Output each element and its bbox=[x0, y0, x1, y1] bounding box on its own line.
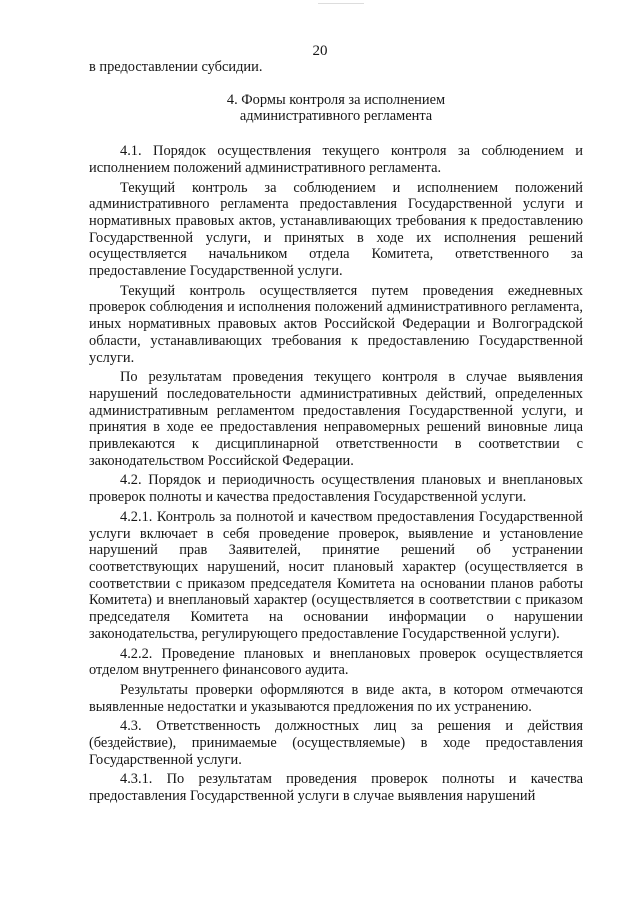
paragraph-4-3-1: 4.3.1. По результатам проведения проверок полноты и качества предоставления Государственной услуги в случае выявления нарушений bbox=[89, 771, 583, 805]
lead-text: в предоставлении субсидии. bbox=[89, 59, 263, 75]
section-heading-line-1: 4. Формы контроля за исполнением bbox=[226, 91, 446, 108]
paragraph-4-3: 4.3. Ответственность должностных лиц за решения и действия (бездействие), принимаемые (осуществляемые) в ходе предоставления Государственной услуги. bbox=[89, 718, 583, 768]
paragraph-audit-results: Результаты проверки оформляются в виде акта, в котором отмечаются выявленные недостатки и указываются предложения по их устранению. bbox=[89, 681, 583, 715]
paragraph-daily-checks: Текущий контроль осуществляется путем проведения ежедневных проверок соблюдения и исполнения положений административного регламента, иных нормативных правовых актов Российской Федерации и Волгоградской области, устанавливающих требования к предоставлению Государственной услуги. bbox=[89, 282, 583, 366]
document-body bbox=[89, 59, 583, 805]
section-heading bbox=[89, 92, 583, 125]
section-heading-line-2: административного регламента bbox=[239, 108, 433, 125]
paragraph-4-2-2: 4.2.2. Проведение плановых и внеплановых проверок осуществляется отделом внутреннего финансового аудита. bbox=[89, 645, 583, 679]
scan-artifact bbox=[318, 0, 364, 4]
paragraph-current-control: Текущий контроль за соблюдением и исполнением положений административного регламента предоставления Государственной услуги и нормативных правовых актов, устанавливающих требования к предоставлению Государственной услуги, и принятых в ходе их исполнения решений осуществляется начальником отдела Комитета, ответственного за предоставление Государственной услуги. bbox=[89, 179, 583, 280]
paragraph-4-1: 4.1. Порядок осуществления текущего контроля за соблюдением и исполнением положений административного регламента. bbox=[89, 143, 583, 176]
paragraph-4-2: 4.2. Порядок и периодичность осуществления плановых и внеплановых проверок полноты и качества предоставления Государственной услуги. bbox=[89, 472, 583, 506]
page-number: 20 bbox=[312, 43, 328, 59]
paragraph-4-2-1: 4.2.1. Контроль за полнотой и качеством предоставления Государственной услуги включает в себя проведение проверок, выявление и установление нарушений прав Заявителей, принятие решений об устранении соответствующих нарушений, носит плановый характер (осуществляется в соответствии с приказом председателя Комитета на основании планов работы Комитета) и внеплановый характер (осуществляется в соответствии с приказом председателя Комитета на основании информации о нарушении законодательства, регулирующего предоставление Государственной услуги). bbox=[89, 508, 583, 642]
paragraph-control-results: По результатам проведения текущего контроля в случае выявления нарушений последовательности административных действий, определенных административным регламентом предоставления Государственной услуги, и принятия в ходе ее предоставления неправомерных решений виновные лица привлекаются к дисциплинарной ответственности в соответствии с законодательством Российской Федерации. bbox=[89, 369, 583, 469]
